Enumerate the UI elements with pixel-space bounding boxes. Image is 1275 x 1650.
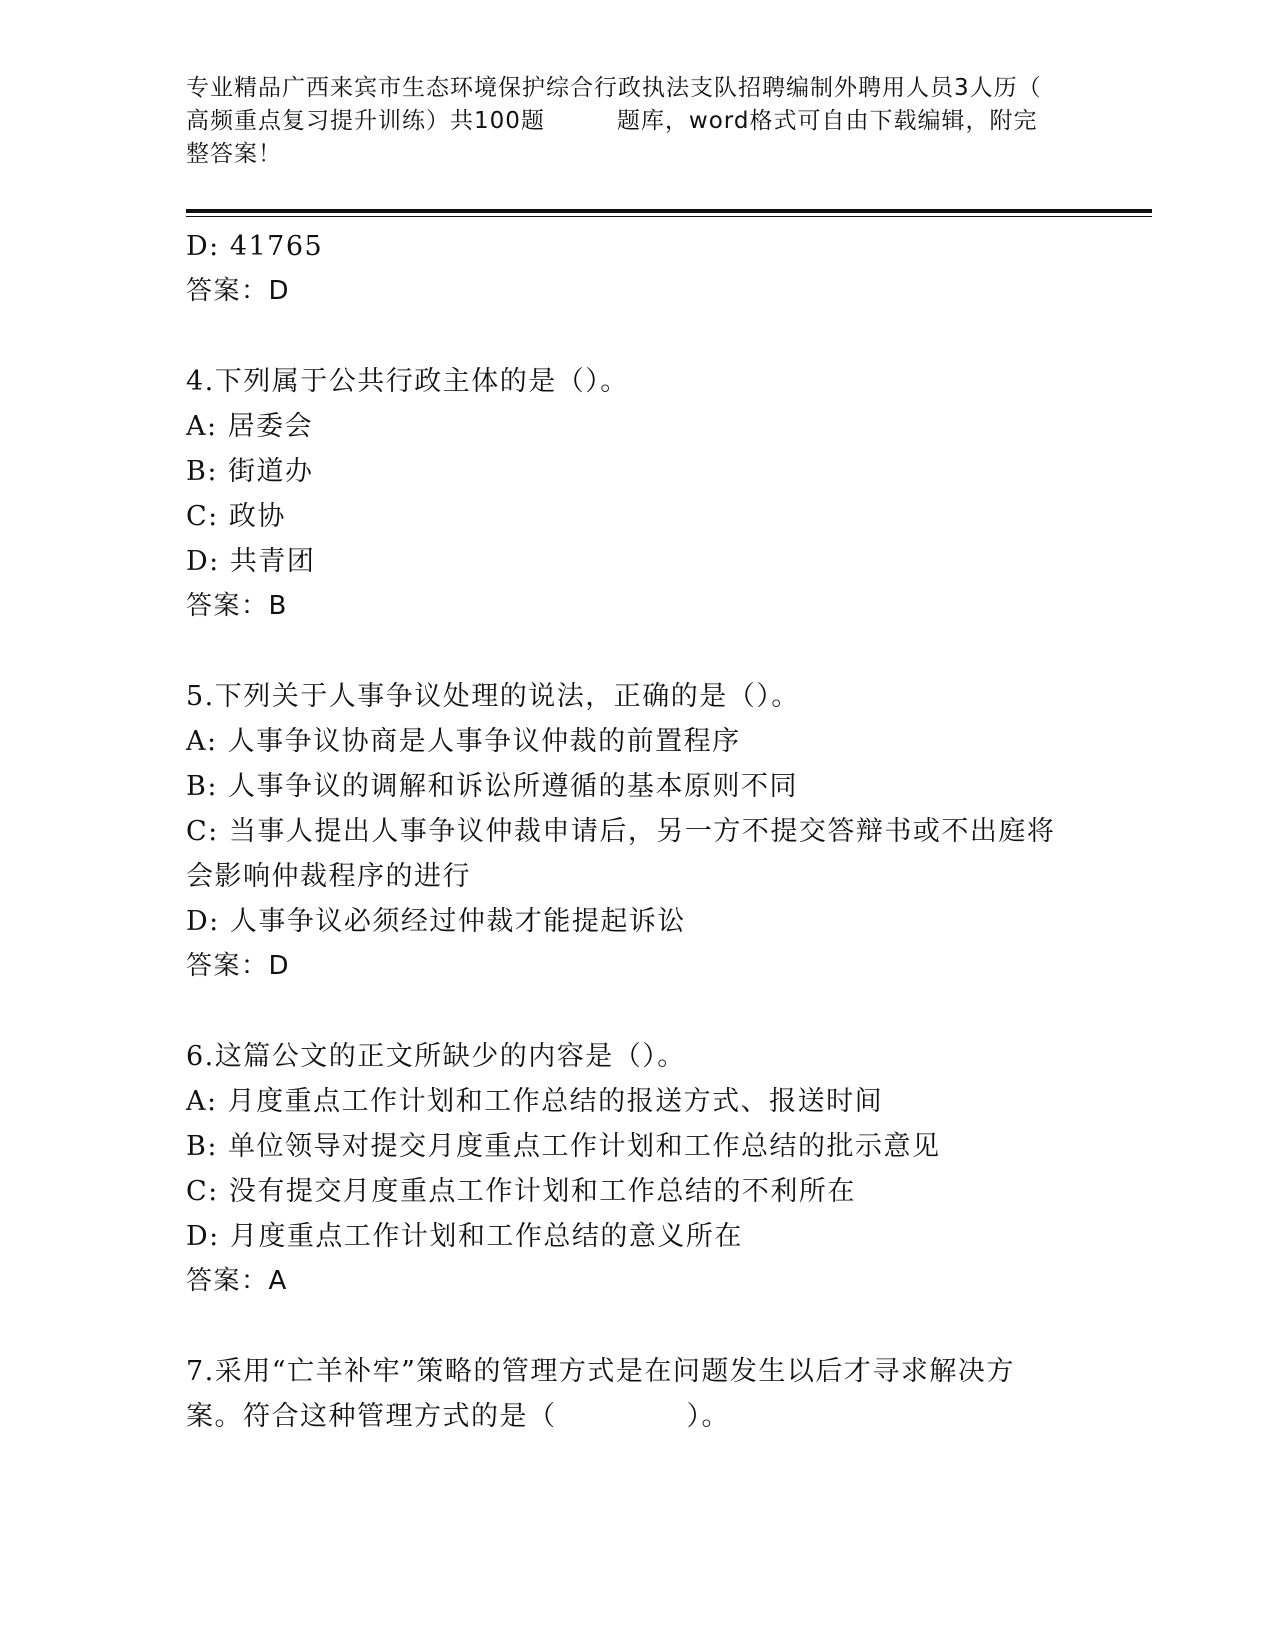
question-6-option-d: D: 月度重点工作计划和工作总结的意义所在: [186, 1221, 743, 1252]
question-7-stem-line-2-part-1: 案。符合这种管理方式的是（: [186, 1401, 557, 1432]
question-list: [186, 224, 1086, 1439]
question-7-stem-line-2: [186, 1394, 1086, 1439]
question-4-option-c: C: 政协: [186, 501, 286, 532]
question-7-stem-line-1: 7.采用“亡羊补牢”策略的管理方式是在问题发生以后才寻求解决方: [186, 1356, 1015, 1387]
document-header: [186, 72, 1086, 171]
question-6-option-b: B: 单位领导对提交月度重点工作计划和工作总结的批示意见: [186, 1131, 941, 1162]
question-5-answer: 答案：D: [186, 951, 291, 981]
header-divider-thick: [186, 209, 1152, 213]
header-title-line-2-part-2: 题库，word格式可自由下载编辑，附完: [616, 108, 1038, 134]
question-6-answer: 答案：A: [186, 1266, 288, 1296]
question-5-stem: 5.下列关于人事争议处理的说法，正确的是（）。: [186, 681, 800, 712]
question-4-option-b: B: 街道办: [186, 456, 314, 487]
question-6-option-a: A: 月度重点工作计划和工作总结的报送方式、报送时间: [186, 1086, 884, 1117]
header-title-line-3: 整答案！: [186, 141, 282, 167]
question-4-answer: 答案：B: [186, 591, 288, 621]
question-7-stem-line-2-part-2: ）。: [686, 1401, 730, 1432]
question-5-option-b: B: 人事争议的调解和诉讼所遵循的基本原则不同: [186, 771, 799, 802]
question-5-option-c-line-2: 会影响仲裁程序的进行: [186, 861, 471, 892]
question-5-option-a: A: 人事争议协商是人事争议仲裁的前置程序: [186, 726, 741, 757]
header-title-line-2-part-1: 高频重点复习提升训练）共100题: [186, 108, 545, 134]
header-title-line-1: 专业精品广西来宾市生态环境保护综合行政执法支队招聘编制外聘用人员3人历（: [186, 75, 1042, 101]
header-divider-thin: [186, 216, 1152, 217]
answer-prev: 答案：D: [186, 276, 291, 306]
question-4-option-a: A: 居委会: [186, 411, 314, 442]
question-4-stem: 4.下列属于公共行政主体的是（）。: [186, 366, 629, 397]
option-d-prev: D: 41765: [186, 231, 324, 262]
question-6-option-c: C: 没有提交月度重点工作计划和工作总结的不利所在: [186, 1176, 856, 1207]
question-4-option-d: D: 共青团: [186, 546, 316, 577]
question-5-option-c-line-1: C: 当事人提出人事争议仲裁申请后，另一方不提交答辩书或不出庭将: [186, 816, 1056, 847]
header-title-line-2: [186, 105, 1086, 138]
question-6-stem: 6.这篇公文的正文所缺少的内容是（）。: [186, 1041, 686, 1072]
question-5-option-d: D: 人事争议必须经过仲裁才能提起诉讼: [186, 906, 686, 937]
